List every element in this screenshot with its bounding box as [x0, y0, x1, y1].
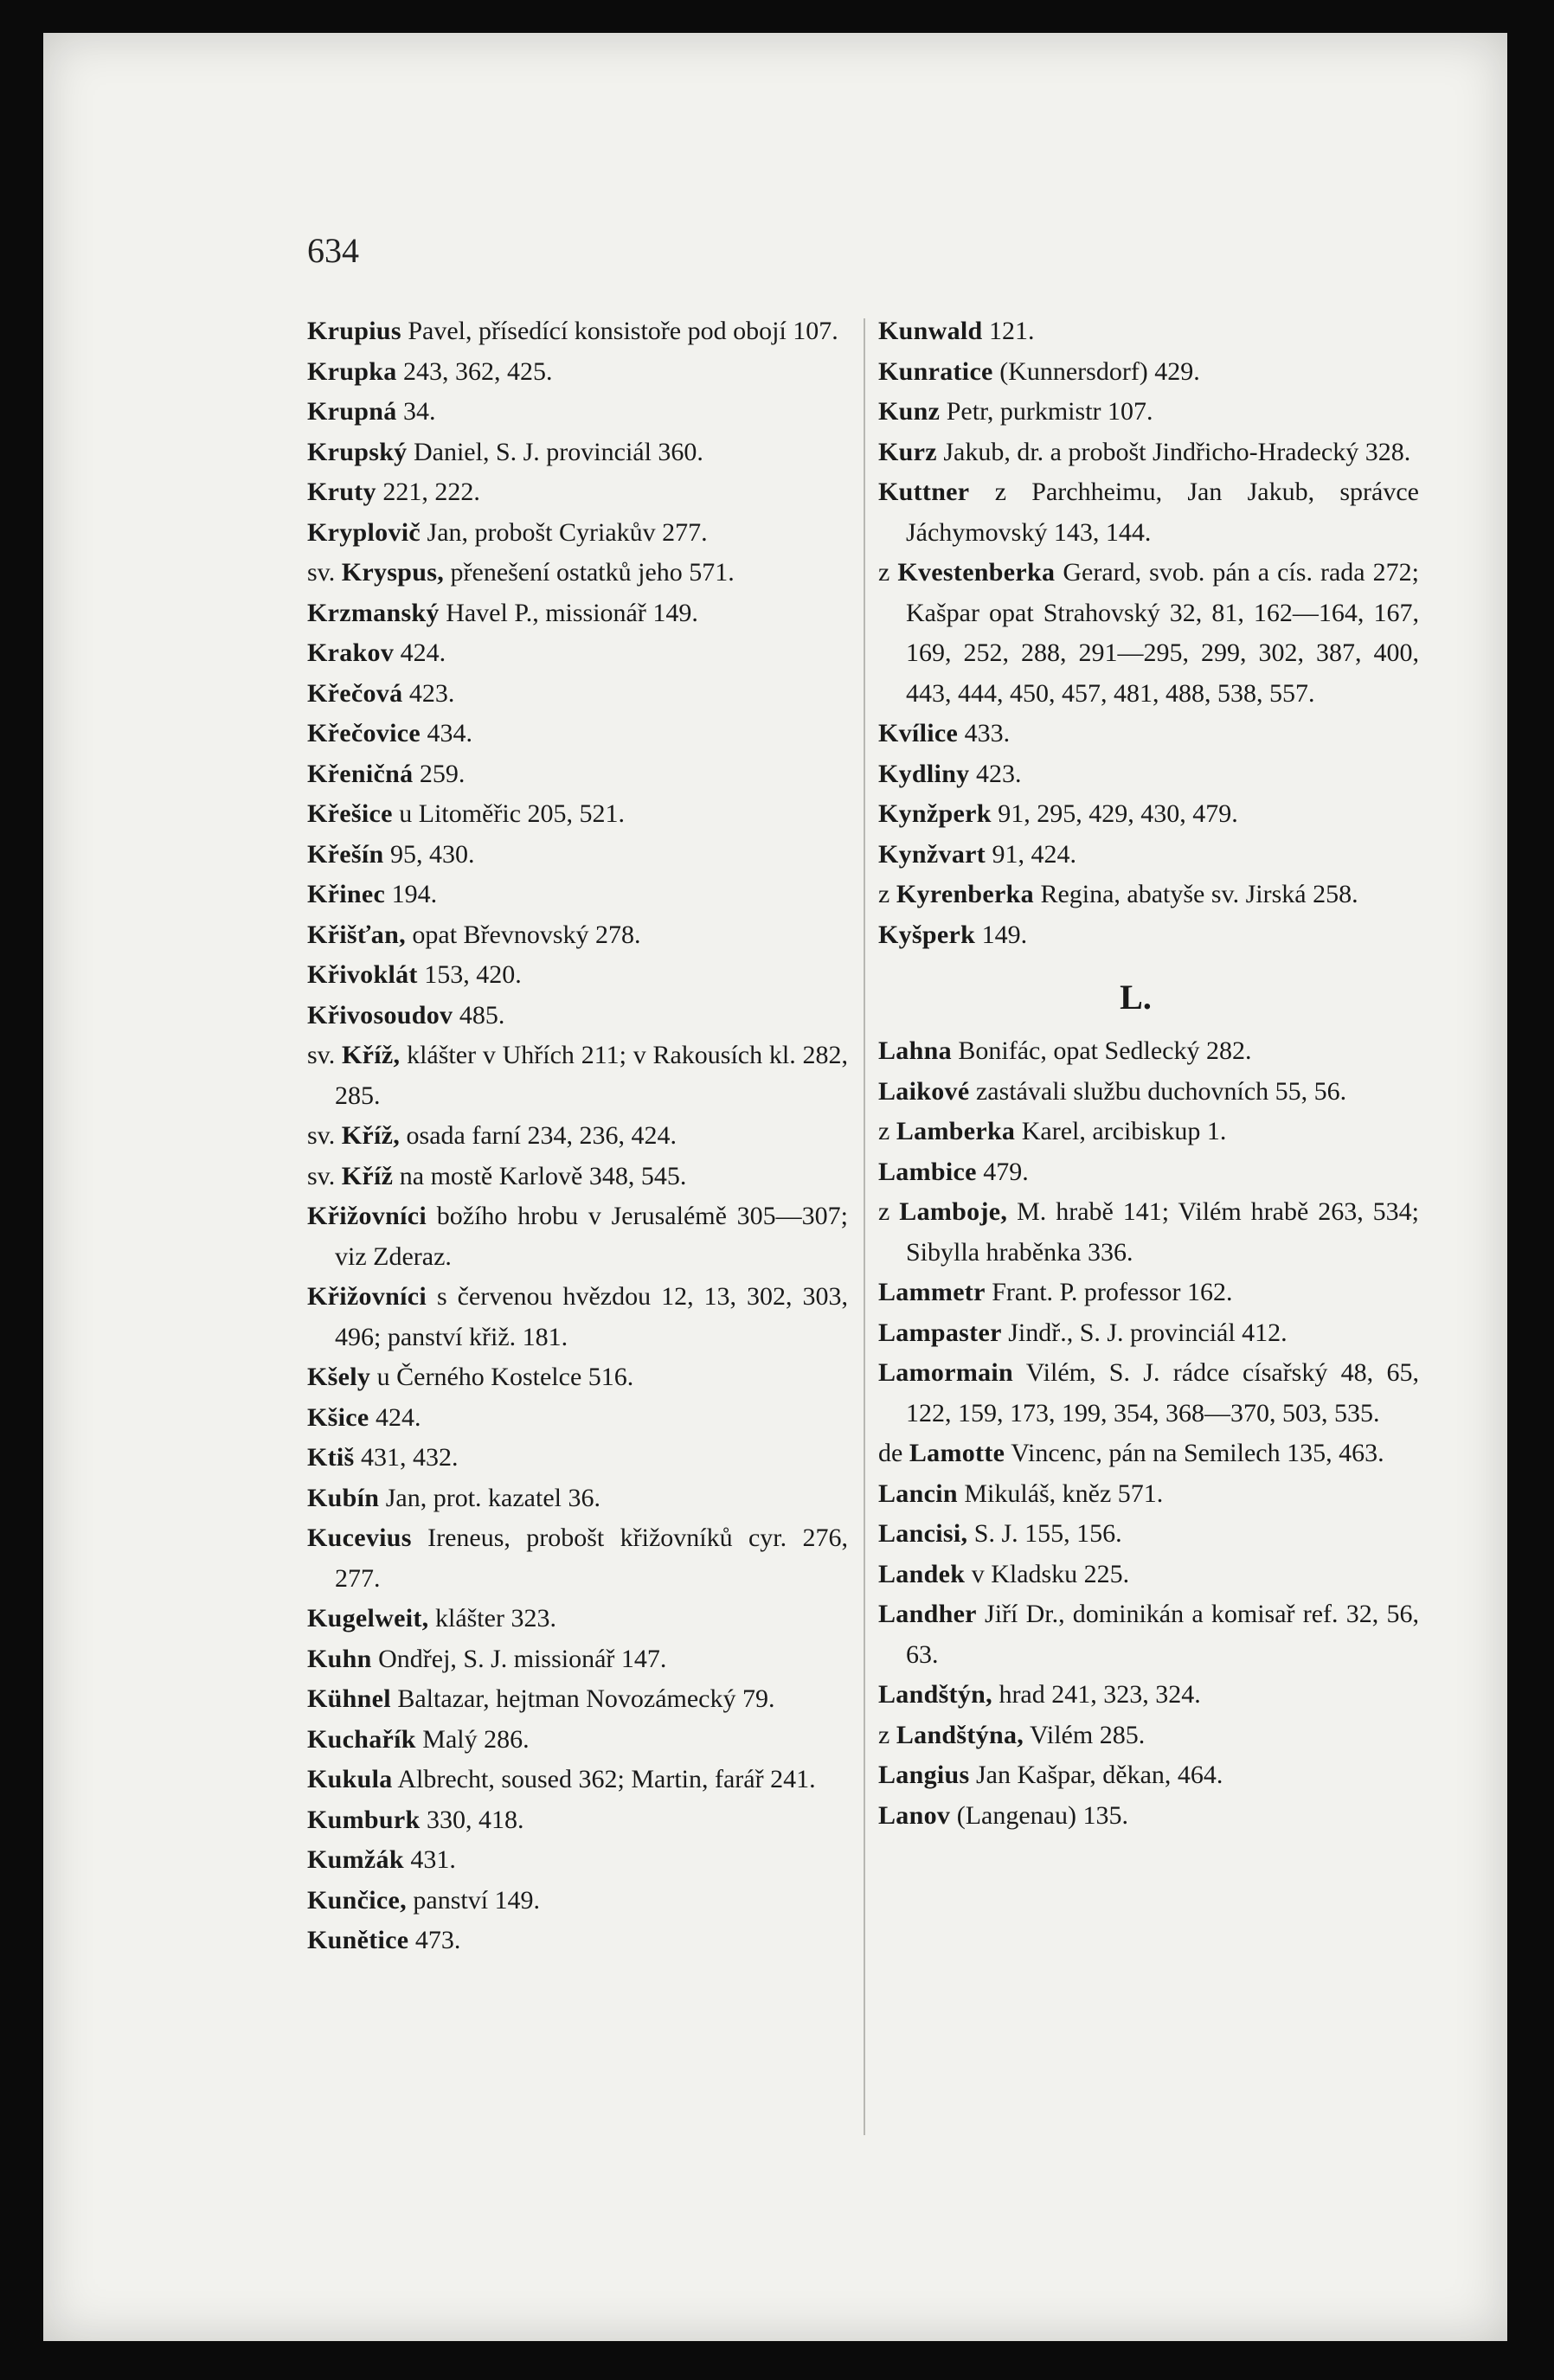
index-entry: Kunratice (Kunnersdorf) 429.: [878, 356, 1200, 386]
index-entry: Kšice 424.: [307, 1402, 421, 1432]
section-letter-heading: L.: [1120, 978, 1152, 1017]
index-entry: Kumburk 330, 418.: [307, 1805, 524, 1834]
index-entry: z Lamberka Karel, arcibiskup 1.: [878, 1117, 1227, 1145]
left-column: [307, 311, 848, 1961]
index-entry: Křečovice 434.: [307, 719, 472, 747]
index-entry: Křižovníci božího hrobu v Jerusalémě 305—307; viz Zderaz.: [307, 1202, 848, 1271]
index-entry: Krupius Pavel, přísedící konsistoře pod obojí 107.: [307, 317, 838, 345]
index-entry: Laikové zastávali službu duchovních 55, 56.: [878, 1076, 1347, 1106]
right-column: [878, 311, 1419, 1836]
index-entry: Kukula Albrecht, soused 362; Martin, farář 241.: [307, 1765, 816, 1793]
index-entry: Kuchařík Malý 286.: [307, 1724, 530, 1754]
index-entry: Ktiš 431, 432.: [307, 1443, 459, 1472]
index-entry: Lancin Mikuláš, kněz 571.: [878, 1479, 1164, 1508]
index-entry: Kurz Jakub, dr. a probošt Jindřicho-Hradecký 328.: [878, 437, 1411, 466]
index-entry: Kyšperk 149.: [878, 920, 1028, 949]
index-entry: sv. Kříž na mostě Karlově 348, 545.: [307, 1161, 687, 1190]
index-entry: Kynžperk 91, 295, 429, 430, 479.: [878, 799, 1238, 828]
index-entry: Kunětice 473.: [307, 1926, 461, 1954]
index-entry: Křeničná 259.: [307, 759, 466, 788]
index-entry: Křešice u Litoměřic 205, 521.: [307, 799, 626, 828]
index-entry: Kuhn Ondřej, S. J. missionář 147.: [307, 1644, 667, 1673]
index-entry: Lampaster Jindř., S. J. provinciál 412.: [878, 1318, 1288, 1347]
index-entry: Kvílice 433.: [878, 719, 1011, 747]
index-entry: z Kvestenberka Gerard, svob. pán a cís. rada 272; Kašpar opat Strahovský 32, 81, 162—164, 167, 169, 252, 288, 291—295, 299, 302, 387, 400, 443, 444, 450, 457, 481, 488, 538, 557.: [878, 558, 1419, 708]
index-entry: Krzmanský Havel P., missionář 149.: [307, 598, 698, 627]
index-entry: de Lamotte Vincenc, pán na Semilech 135, 463.: [878, 1439, 1384, 1467]
index-entry: Lammetr Frant. P. professor 162.: [878, 1278, 1233, 1306]
index-entry: Kruty 221, 222.: [307, 478, 480, 506]
index-entry: sv. Kříž, osada farní 234, 236, 424.: [307, 1121, 677, 1150]
index-entry: Kubín Jan, prot. kazatel 36.: [307, 1483, 600, 1512]
index-entry: Lahna Bonifác, opat Sedlecký 282.: [878, 1036, 1252, 1065]
index-entry: z Landštýna, Vilém 285.: [878, 1720, 1146, 1749]
index-entry: Landštýn, hrad 241, 323, 324.: [878, 1680, 1201, 1709]
index-entry: Kuttner z Parchheimu, Jan Jakub, správce Jáchymovský 143, 144.: [878, 478, 1419, 547]
index-entry: Křešín 95, 430.: [307, 839, 475, 869]
index-entry: Kunčice, panství 149.: [307, 1885, 541, 1915]
index-entry: Lamormain Vilém, S. J. rádce císařský 48, 65, 122, 159, 173, 199, 354, 368—370, 503, 535.: [878, 1358, 1419, 1427]
index-entry: Krakov 424.: [307, 638, 446, 667]
index-entry: Lancisi, S. J. 155, 156.: [878, 1519, 1122, 1548]
index-entry: Kunz Petr, purkmistr 107.: [878, 397, 1153, 426]
column-divider: [864, 318, 865, 2135]
index-entry: Kynžvart 91, 424.: [878, 839, 1077, 869]
index-entry: z Lamboje, M. hrabě 141; Vilém hrabě 263, 534; Sibylla hraběnka 336.: [878, 1197, 1419, 1267]
index-entry: Langius Jan Kašpar, děkan, 464.: [878, 1761, 1223, 1789]
index-entry: Křižovníci s červenou hvězdou 12, 13, 302, 303, 496; panství křiž. 181.: [307, 1282, 848, 1351]
index-entry: z Kyrenberka Regina, abatyše sv. Jirská 258.: [878, 880, 1358, 908]
index-entry: Křečová 423.: [307, 678, 455, 708]
index-entry: Křivoklát 153, 420.: [307, 960, 522, 989]
index-entry: Lanov (Langenau) 135.: [878, 1800, 1128, 1830]
index-entry: Krupský Daniel, S. J. provinciál 360.: [307, 437, 703, 466]
index-entry: sv. Kryspus, přenešení ostatků jeho 571.: [307, 558, 735, 587]
page-number: 634: [307, 231, 359, 270]
index-entry: Křivosoudov 485.: [307, 1000, 505, 1030]
index-entry: Krupka 243, 362, 425.: [307, 356, 553, 386]
index-entry: sv. Kříž, klášter v Uhřích 211; v Rakousích kl. 282, 285.: [307, 1041, 849, 1110]
index-entry: Kucevius Ireneus, probošt křižovníků cyr. 276, 277.: [307, 1524, 848, 1593]
index-entry: Kugelweit, klášter 323.: [307, 1604, 556, 1633]
index-entry: Křišťan, opat Břevnovský 278.: [307, 920, 641, 949]
index-entry: Křinec 194.: [307, 880, 438, 908]
index-entry: Kšely u Černého Kostelce 516.: [307, 1363, 634, 1391]
index-entry: Kunwald 121.: [878, 317, 1035, 345]
index-entry: Kydliny 423.: [878, 759, 1022, 788]
index-entry: Landek v Kladsku 225.: [878, 1559, 1130, 1588]
index-entry: Lambice 479.: [878, 1157, 1029, 1186]
index-entry: Landher Jiří Dr., dominikán a komisař ref. 32, 56, 63.: [878, 1600, 1419, 1669]
index-entry: Krupná 34.: [307, 397, 436, 426]
index-entry: Kryplovič Jan, probošt Cyriakův 277.: [307, 517, 708, 547]
index-entry: Kühnel Baltazar, hejtman Novozámecký 79.: [307, 1684, 775, 1713]
book-page: [43, 33, 1507, 2341]
index-entry: Kumžák 431.: [307, 1845, 456, 1874]
